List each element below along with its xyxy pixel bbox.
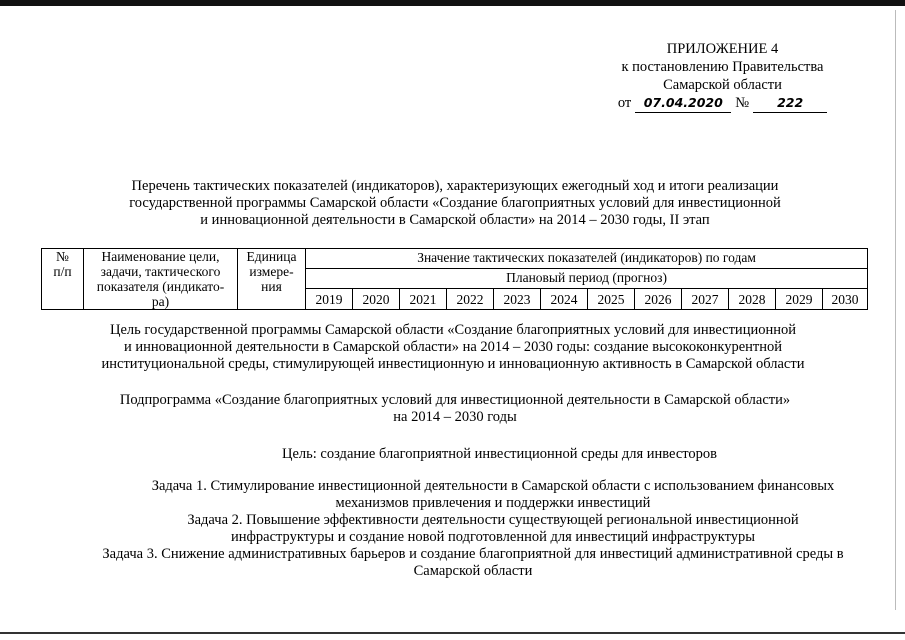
title-line-3: и инновационной деятельности в Самарской области» на 2014 – 2030 годы, II этап xyxy=(200,212,710,228)
appendix-line-3: Самарской области xyxy=(663,77,782,93)
task-1-line-1: Задача 1. Стимулирование инвестиционной деятельности в Самарской области с использованием финансовых xyxy=(151,478,835,494)
year-cell: 2026 xyxy=(635,289,682,310)
year-cell: 2028 xyxy=(729,289,776,310)
number-label: № xyxy=(735,95,750,111)
header-plan-period: Плановый период (прогноз) xyxy=(306,269,868,289)
year-cell: 2021 xyxy=(400,289,447,310)
year-cell: 2027 xyxy=(682,289,729,310)
year-cell: 2024 xyxy=(541,289,588,310)
appendix-line-2: к постановлению Правительства xyxy=(621,59,824,75)
goal-line-1: Цель государственной программы Самарской области «Создание благоприятных условий для инвестиционной xyxy=(110,322,796,338)
header-values: Значение тактических показателей (индикаторов) по годам xyxy=(306,249,868,269)
year-cell: 2025 xyxy=(588,289,635,310)
scan-margin-line xyxy=(895,10,896,610)
header-number-line-1: № xyxy=(56,249,69,264)
header-name-line-3: показателя (индикато- xyxy=(96,279,225,294)
scan-bottom-edge xyxy=(0,632,905,634)
header-unit-line-1: Единица xyxy=(246,249,297,264)
header-cell-name xyxy=(84,249,238,310)
task-2-line-2: инфраструктуры и создание новой подготовленной для инвестиций инфраструктуры xyxy=(230,529,756,545)
task-3-line-1: Задача 3. Снижение административных барьеров и создание благоприятной для инвестиций административной среды в xyxy=(102,546,844,562)
document-title xyxy=(100,178,810,229)
tasks-block xyxy=(78,478,868,580)
title-line-1: Перечень тактических показателей (индикаторов), характеризующих ежегодный ход и итоги реализации xyxy=(131,178,779,194)
header-cell-unit xyxy=(238,249,306,310)
title-line-2: государственной программы Самарской области «Создание благоприятных условий для инвестиционной xyxy=(129,195,781,211)
header-name-line-1: Наименование цели, xyxy=(101,249,220,264)
program-goal xyxy=(78,322,828,373)
goal-line-3: институциональной среды, стимулирующей инвестиционную и инновационную активность в Самарской области xyxy=(101,356,805,372)
appendix-block xyxy=(600,40,845,113)
header-number-line-2: п/п xyxy=(53,264,72,279)
year-cell: 2020 xyxy=(353,289,400,310)
subprogram-title xyxy=(95,392,815,426)
header-name-line-4: ра) xyxy=(151,294,170,309)
subprogram-aim: Цель: создание благоприятной инвестиционной среды для инвесторов xyxy=(282,446,718,462)
scan-top-edge xyxy=(0,0,905,6)
indicators-table xyxy=(41,248,868,310)
appendix-title: ПРИЛОЖЕНИЕ 4 xyxy=(666,41,779,57)
date-prefix: от xyxy=(617,95,632,111)
task-2-line-1: Задача 2. Повышение эффективности деятельности существующей региональной инвестиционной xyxy=(187,512,799,528)
year-cell: 2022 xyxy=(447,289,494,310)
year-cell: 2030 xyxy=(823,289,868,310)
handwritten-date: 07.04.2020 xyxy=(635,94,731,113)
goal-line-2: и инновационной деятельности в Самарской области» на 2014 – 2030 годы: создание высококонкурентной xyxy=(123,339,783,355)
header-unit-line-3: ния xyxy=(261,279,282,294)
subprogram-line-1: Подпрограмма «Создание благоприятных условий для инвестиционной деятельности в Самарской области» xyxy=(119,392,791,408)
year-cell: 2023 xyxy=(494,289,541,310)
handwritten-number: 222 xyxy=(753,94,827,113)
task-1-line-2: механизмов привлечения и поддержки инвестиций xyxy=(335,495,651,511)
year-cell: 2029 xyxy=(776,289,823,310)
year-cell: 2019 xyxy=(306,289,353,310)
decree-reference xyxy=(600,94,845,113)
task-3-line-2: Самарской области xyxy=(413,563,533,579)
subprogram-line-2: на 2014 – 2030 годы xyxy=(393,409,517,425)
header-name-line-2: задачи, тактического xyxy=(100,264,221,279)
header-cell-number xyxy=(42,249,84,310)
header-unit-line-2: измере- xyxy=(249,264,294,279)
